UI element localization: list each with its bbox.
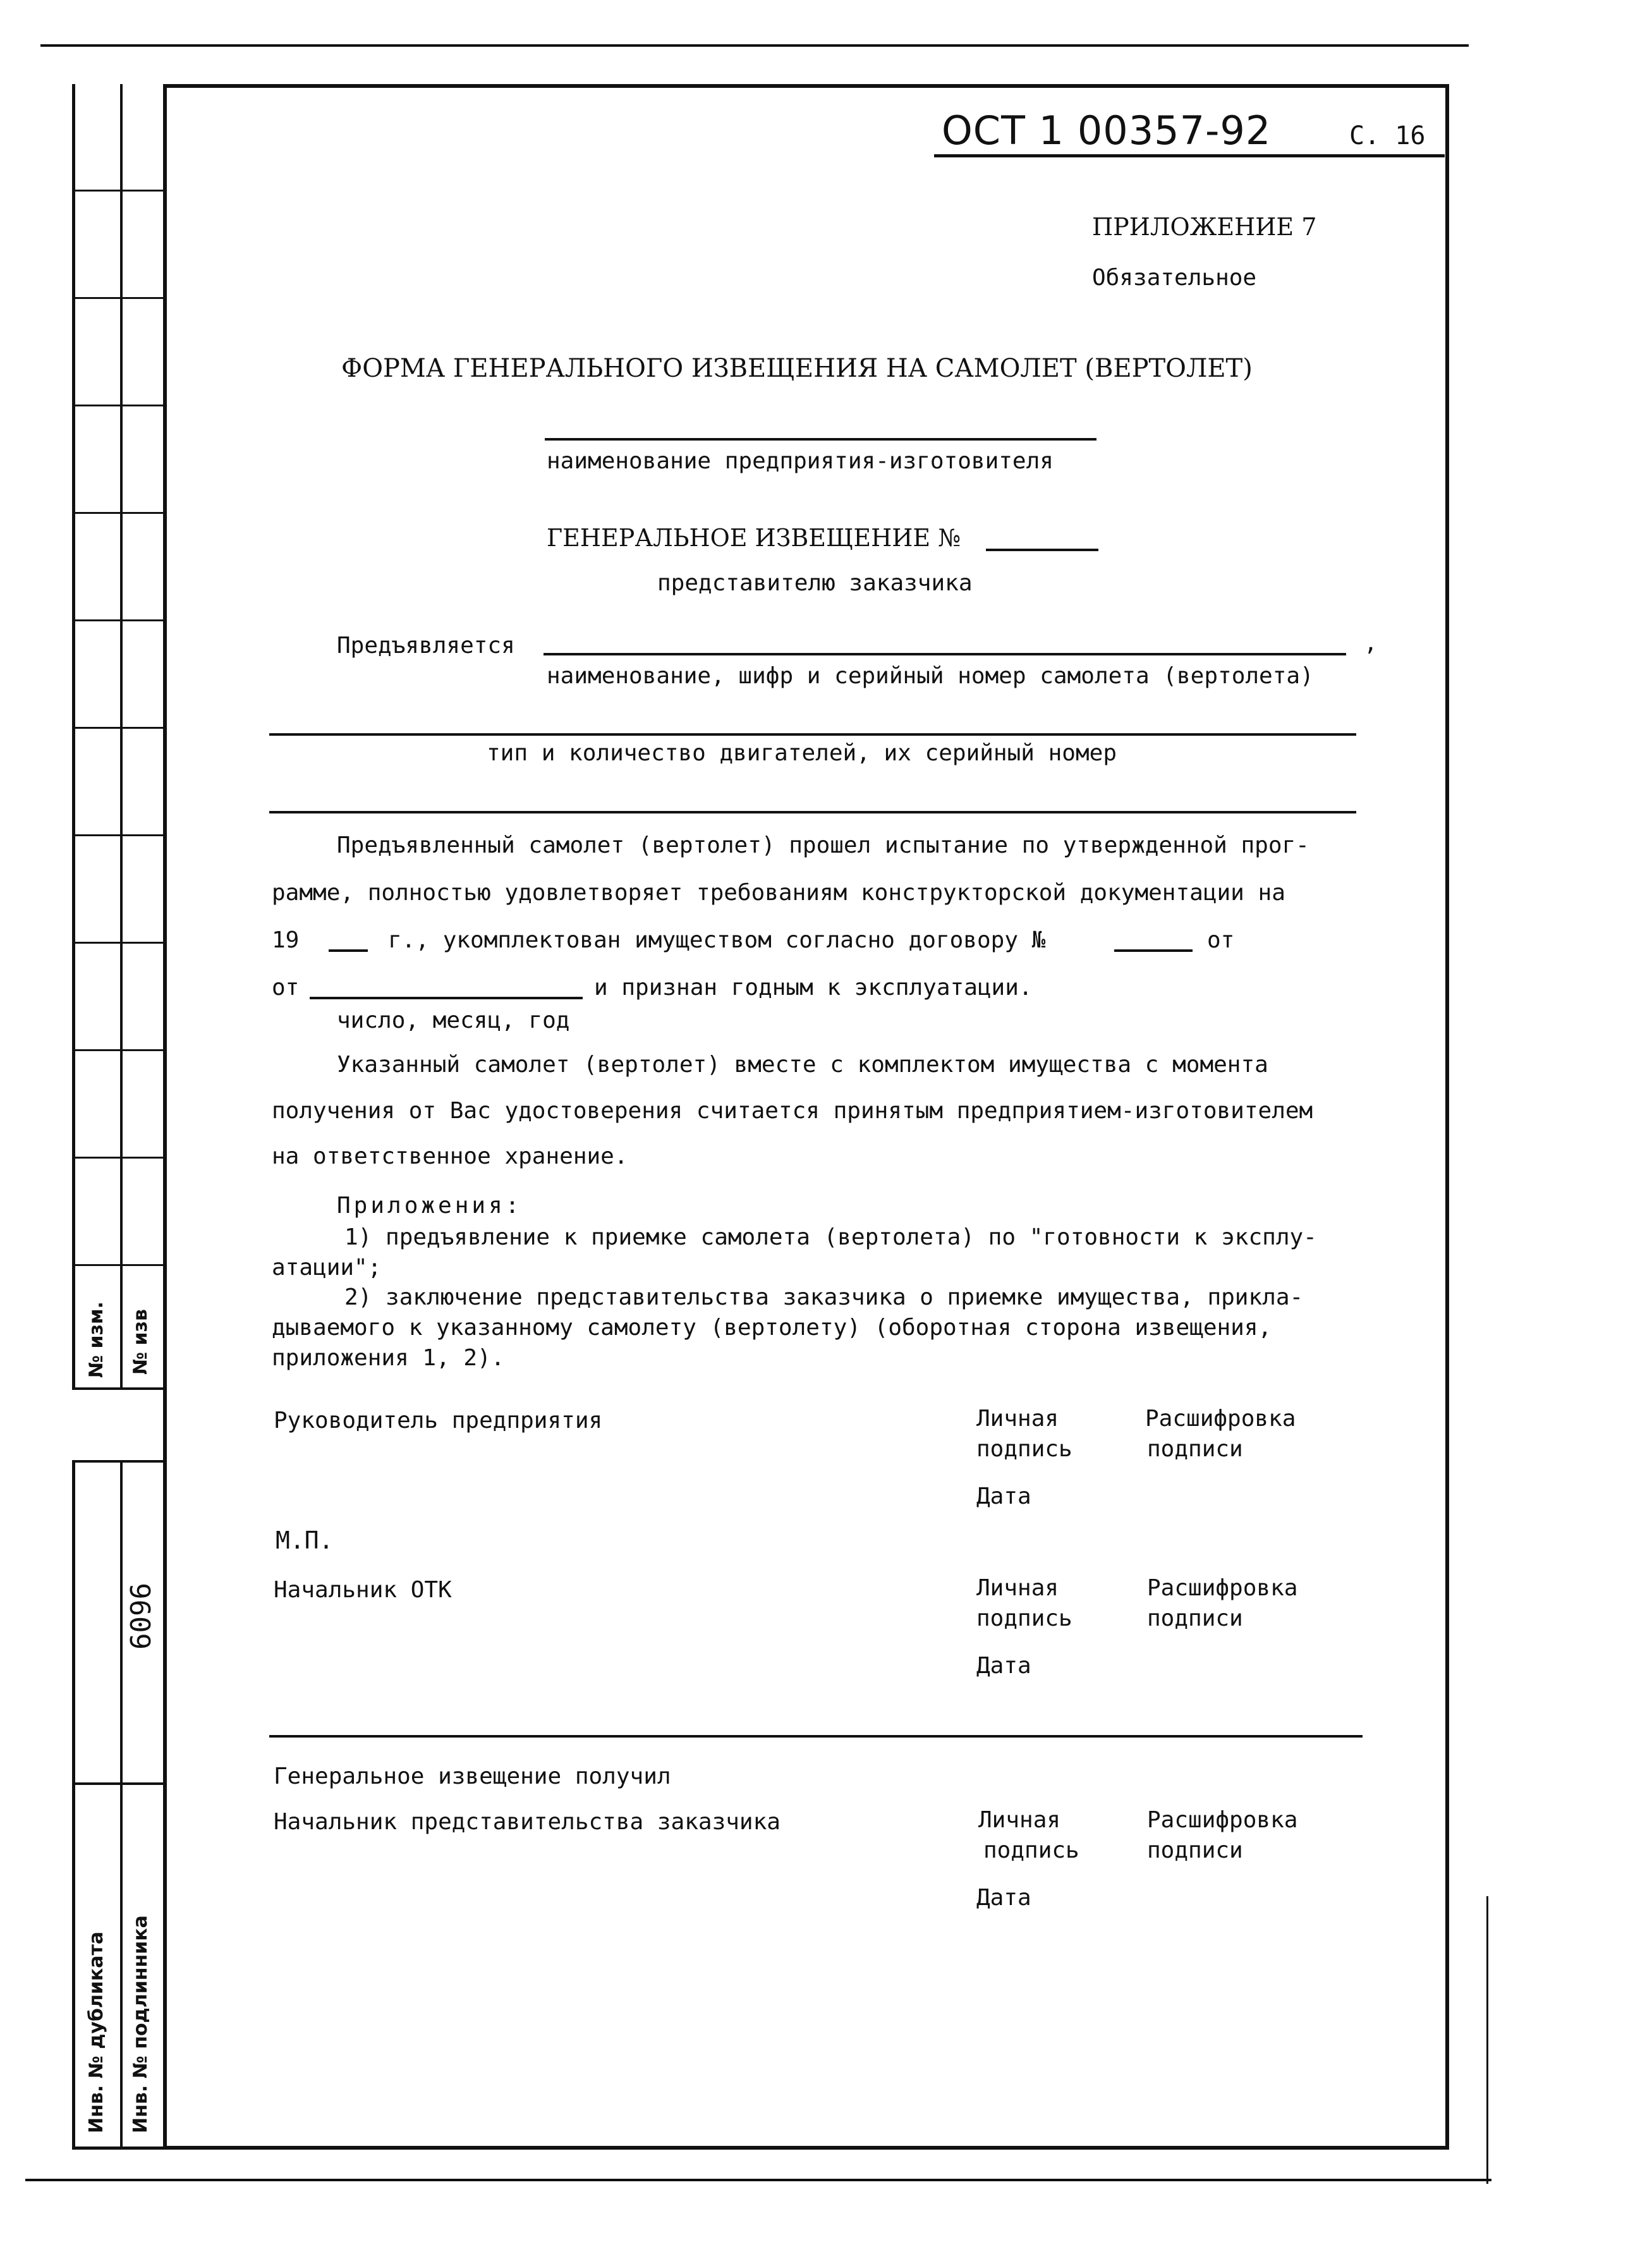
strip-upper-bottom-line (72, 1387, 167, 1390)
otk-head-label: Начальник ОТК (274, 1577, 452, 1603)
date-label: Дата (976, 1483, 1031, 1509)
presented-caption: наименование, шифр и серийный номер самолета (вертолета) (547, 663, 1314, 689)
strip-cell-line (72, 512, 164, 514)
attachment-2-line1: 2) заключение представительства заказчика о приемке имущества, прикла- (344, 1284, 1304, 1310)
date-label: Дата (976, 1885, 1031, 1911)
body-p2-line3: на ответственное хранение. (272, 1143, 628, 1169)
notice-received-label: Генеральное извещение получил (274, 1763, 671, 1789)
bottom-margin-line (25, 2179, 1491, 2181)
signature-decoding-label-2: подписи (1147, 1605, 1243, 1631)
strip-inner-line (120, 84, 123, 1389)
engines-line-bottom (269, 811, 1356, 813)
body-p1-line3-from: от (1207, 927, 1235, 953)
personal-signature-label: Личная (976, 1575, 1059, 1601)
strip-cell-line (72, 834, 164, 836)
manufacturer-line (545, 438, 1096, 441)
body-p2-line1: Указанный самолет (вертолет) вместе с комплектом имущества с момента (337, 1052, 1268, 1078)
attachment-1-line2: атации"; (272, 1255, 382, 1281)
body-p1-line4-text: и признан годным к эксплуатации. (594, 975, 1033, 1001)
standard-number: ОСТ 1 00357-92 (942, 107, 1272, 154)
strip-cell-line (72, 942, 164, 944)
duplicate-inventory-label: Инв. № дубликата (85, 1931, 107, 2133)
contract-number-line (1114, 949, 1193, 952)
strip-cell-line (72, 190, 164, 192)
page-number: С. 16 (1349, 121, 1426, 150)
strip-cell-line (72, 727, 164, 729)
strip-cell-line (72, 1157, 164, 1159)
strip-cell-line (72, 405, 164, 406)
personal-signature-label-2: подпись (976, 1605, 1072, 1631)
strip-outer-line-lower (72, 1460, 75, 2149)
notice-title: ГЕНЕРАЛЬНОЕ ИЗВЕЩЕНИЕ № (547, 524, 961, 552)
appendix-status: Обязательное (1092, 265, 1257, 291)
original-number: 6096 (125, 1583, 157, 1650)
attachments-heading: Приложения: (337, 1193, 523, 1219)
date-label: Дата (976, 1653, 1031, 1679)
notice-number-line (986, 549, 1098, 551)
manufacturer-caption: наименование предприятия-изготовителя (547, 448, 1054, 474)
strip-divider (72, 1782, 167, 1785)
body-p1-line1: Предъявленный самолет (вертолет) прошел испытание по утвержденной прог- (337, 832, 1309, 858)
strip-cell-line (72, 297, 164, 299)
personal-signature-label: Личная (978, 1807, 1061, 1833)
strip-bottom-line (72, 2147, 167, 2150)
date-blank-line (310, 997, 583, 999)
signature-decoding-label-2: подписи (1147, 1436, 1243, 1462)
body-p1-line3-text: г., укомплектован имуществом согласно договору № (388, 927, 1046, 953)
body-p1-line2: рамме, полностью удовлетворяет требованиям конструкторской документации на (272, 880, 1285, 906)
signature-decoding-label-2: подписи (1147, 1837, 1243, 1863)
signature-decoding-label: Расшифровка (1147, 1807, 1298, 1833)
year-blank-line (329, 949, 368, 952)
strip-cell-line (72, 619, 164, 621)
engines-caption: тип и количество двигателей, их серийный номер (487, 740, 1117, 766)
appendix-title: ПРИЛОЖЕНИЕ 7 (1092, 213, 1317, 241)
attachment-2-line3: приложения 1, 2). (272, 1345, 505, 1371)
attachment-1-line1: 1) предъявление к приемке самолета (вертолета) по "готовности к эксплу- (344, 1224, 1317, 1250)
change-notice-label: № изв (130, 1309, 152, 1375)
presented-comma: , (1364, 630, 1378, 656)
head-of-enterprise-label: Руководитель предприятия (274, 1408, 603, 1434)
change-number-label: № изм. (85, 1301, 107, 1378)
body-p1-line3-year: 19 (272, 927, 300, 953)
presented-line (544, 653, 1346, 655)
engines-line-top (269, 733, 1356, 736)
personal-signature-label-2: подпись (976, 1436, 1072, 1462)
strip-lower-top-line (72, 1460, 167, 1463)
top-margin-line (40, 44, 1469, 47)
header-underline (934, 154, 1445, 157)
body-p1-line4-from: от (272, 975, 300, 1001)
strip-cell-line (72, 1264, 164, 1266)
presented-label: Предъявляется (337, 633, 515, 659)
right-margin-line (1486, 1896, 1488, 2184)
notice-addressee: представителю заказчика (657, 570, 973, 596)
personal-signature-label: Личная (976, 1406, 1059, 1432)
personal-signature-label-2: подпись (983, 1837, 1079, 1863)
form-title: ФОРМА ГЕНЕРАЛЬНОГО ИЗВЕЩЕНИЯ НА САМОЛЕТ (ВЕРТОЛЕТ) (341, 354, 1253, 383)
original-inventory-label: Инв. № подлинника (130, 1915, 152, 2133)
stamp-label: М.П. (276, 1526, 334, 1554)
attachment-2-line2: дываемого к указанному самолету (вертолету) (оборотная сторона извещения, (272, 1315, 1272, 1341)
customer-rep-head-label: Начальник представительства заказчика (274, 1809, 780, 1835)
strip-inner-line-lower (120, 1460, 123, 2149)
separator-line (269, 1735, 1363, 1738)
date-caption: число, месяц, год (337, 1008, 570, 1033)
signature-decoding-label: Расшифровка (1145, 1406, 1296, 1432)
body-p2-line2: получения от Вас удостоверения считается принятым предприятием-изготовителем (272, 1098, 1313, 1124)
strip-cell-line (72, 1049, 164, 1051)
signature-decoding-label: Расшифровка (1147, 1575, 1298, 1601)
strip-outer-line (72, 84, 75, 1389)
